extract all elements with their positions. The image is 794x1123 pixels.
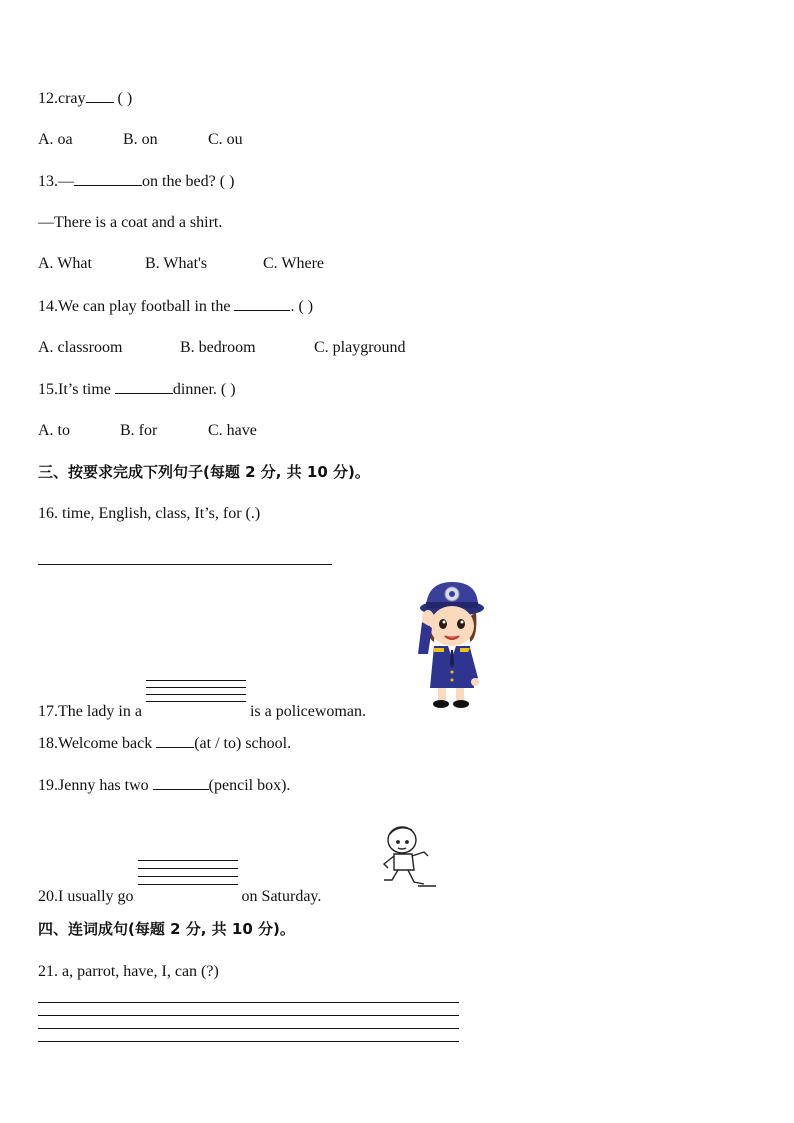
question-21: 21. a, parrot, have, I, can (?): [38, 963, 219, 980]
question-19-before: 19.Jenny has two: [38, 777, 149, 794]
question-20: [38, 877, 321, 907]
option-c[interactable]: C. ou: [208, 131, 243, 148]
question-15-after: dinner. ( ): [172, 381, 236, 398]
section-3-title: 三、按要求完成下列句子(每题 2 分, 共 10 分)。: [38, 463, 370, 481]
option-b[interactable]: B. on: [123, 131, 158, 148]
question-18-blank[interactable]: [156, 733, 194, 748]
question-18-after: (at / to) school.: [194, 735, 292, 752]
question-13-prefix: 13.—: [38, 173, 74, 190]
option-c[interactable]: C. playground: [314, 339, 406, 356]
question-17: [38, 692, 366, 722]
question-19: [38, 775, 290, 796]
question-20-after: on Saturday.: [241, 888, 322, 905]
question-16: 16. time, English, class, It’s, for (.): [38, 505, 261, 522]
question-14-text: 14.We can play football in the: [38, 298, 231, 315]
question-14-paren: . ( ): [290, 298, 314, 315]
question-21-writing-line-1[interactable]: [38, 1002, 459, 1003]
running-boy-image: [378, 822, 438, 892]
option-c[interactable]: C. have: [208, 422, 257, 439]
question-20-before: 20.I usually go: [38, 888, 134, 905]
question-13-answer-line: —There is a coat and a shirt.: [38, 214, 223, 231]
running-boy-icon: [378, 822, 438, 892]
question-12-text: 12.cray: [38, 90, 86, 107]
question-21-writing-line-4[interactable]: [38, 1041, 459, 1042]
question-15-blank[interactable]: [115, 379, 173, 394]
question-20-writing-lines[interactable]: [138, 877, 238, 907]
question-14-blank[interactable]: [234, 296, 290, 311]
question-14: [38, 296, 313, 317]
option-a[interactable]: A. What: [38, 255, 92, 272]
question-21-writing-line-3[interactable]: [38, 1028, 459, 1029]
question-19-blank[interactable]: [153, 775, 209, 790]
question-15-text: 15.It’s time: [38, 381, 111, 398]
question-13-blank[interactable]: [74, 171, 142, 186]
option-b[interactable]: B. for: [120, 422, 158, 439]
option-a[interactable]: A. oa: [38, 131, 73, 148]
question-13: [38, 171, 234, 192]
question-13-text: on the bed? ( ): [142, 173, 235, 190]
option-a[interactable]: A. classroom: [38, 339, 123, 356]
question-17-after: is a policewoman.: [249, 703, 366, 720]
question-18-before: 18.Welcome back: [38, 735, 153, 752]
section-4-title: 四、连词成句(每题 2 分, 共 10 分)。: [38, 920, 295, 938]
question-17-before: 17.The lady in a: [38, 703, 142, 720]
question-19-after: (pencil box).: [208, 777, 291, 794]
question-12-paren: ( ): [117, 90, 133, 107]
question-21-writing-line-2[interactable]: [38, 1015, 459, 1016]
policewoman-image: [412, 578, 488, 710]
question-12-blank[interactable]: [86, 88, 114, 103]
option-c[interactable]: C. Where: [263, 255, 325, 272]
question-18: [38, 733, 291, 754]
question-16-answer-line[interactable]: [38, 564, 332, 565]
option-b[interactable]: B. bedroom: [180, 339, 256, 356]
question-15: [38, 379, 236, 400]
option-b[interactable]: B. What's: [145, 255, 208, 272]
question-12: [38, 88, 132, 109]
question-17-writing-lines[interactable]: [146, 692, 246, 722]
option-a[interactable]: A. to: [38, 422, 70, 439]
policewoman-saluting-icon: [412, 578, 488, 710]
